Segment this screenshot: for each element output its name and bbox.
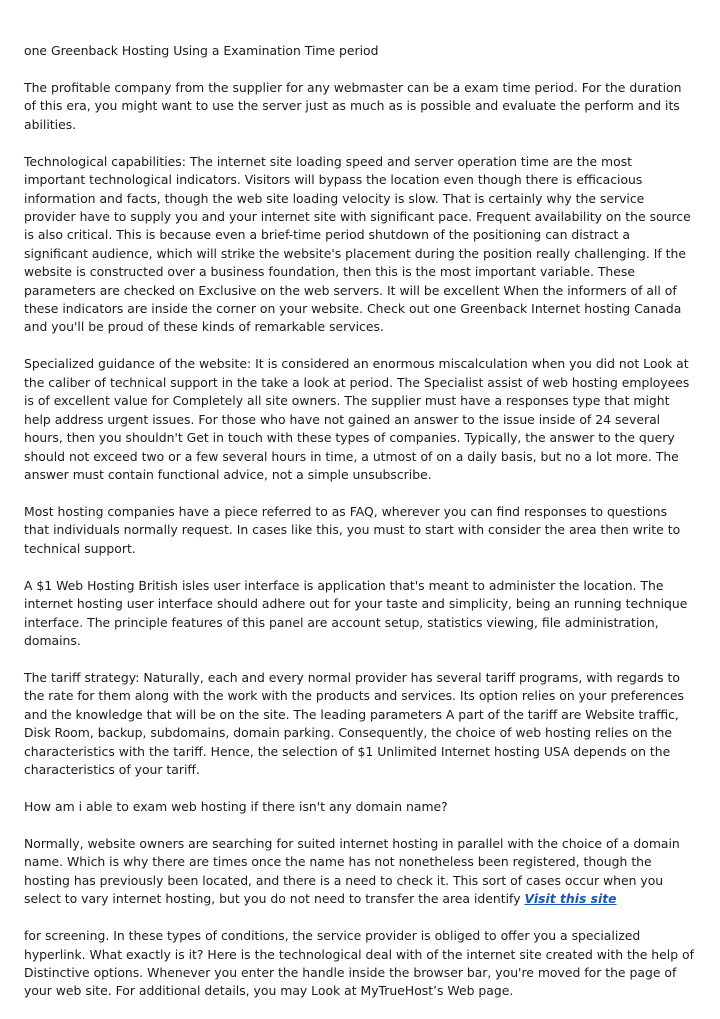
paragraph-question: How am i able to exam web hosting if there isn't any domain name? [24, 798, 448, 814]
paragraph-tariff-strategy: The tariff strategy: Naturally, each and every normal provider has several tariff programs, with regards to the rate for them along with the work with the products and services. Its option relies on your preferences and the knowledge that will be on the site. The leading parameters A part of the tariff are Website traffic, Disk Room, backup, subdomains, domain parking. Consequently, the choice of web hosting relies on the characteristics with the tariff. Hence, the selection of $1 Unlimited Internet hosting USA depends on the characteristics of your tariff. [24, 669, 684, 777]
paragraph-user-interface: A $1 Web Hosting British isles user interface is application that's meant to administer the location. The internet hosting user interface should adhere out for your taste and simplicity, being an running technique interface. The principle features of this panel are account setup, statistics viewing, file administration, domains. [24, 577, 688, 648]
paragraph-faq: Most hosting companies have a piece referred to as FAQ, wherever you can find responses to questions that individuals normally request. In cases like this, you must to start with consider the area then write to technical support. [24, 503, 681, 556]
paragraph-technical-support: Specialized guidance of the website: It is considered an enormous miscalculation when you did not Look at the caliber of technical support in the take a look at period. The Specialist assist of web hosting employees is of excellent value for Completely all site owners. The supplier must have a responses type that might help address urgent issues. For those who have not gained an answer to the issue inside of 24 several hours, then you shouldn't Get in touch with these types of companies. Typically, the answer to the query should not exceed two or a few several hours in time, a utmost of on a daily basis, but no a lot more. The answer must contain functional advice, not a simple unsubscribe. [24, 356, 690, 482]
paragraph-technological-capabilities: Technological capabilities: The internet site loading speed and server operation time are the most important technological indicators. Visitors will bypass the location even though there is efficacious information and facts, though the web site loading velocity is slow. That is certainly why the service provider have to supply you and your internet site with significant pace. Frequent availability on the source is also critical. This is because even a brief-time period shutdown of the positioning can distract a significant audience, which will strike the website's placement during the position really challenging. If the website is constructed over a business foundation, then this is the most important variable. These parameters are checked on Exclusive on the web servers. It will be excellent When the informers of all of these indicators are inside the corner on your website. Check out one Greenback Internet hosting Canada and you'll be proud of these kinds of remarkable services. [24, 153, 691, 335]
paragraph-domain-name [24, 835, 696, 909]
paragraph-domain-name-text: Normally, website owners are searching for suited internet hosting in parallel with the choice of a domain name. Which is why there are times once the name has not nonetheless been registered, though the hosting has previously been located, and there is a need to check it. This sort of cases occur when you select to vary internet hosting, but you do not need to transfer the area identify [24, 835, 680, 907]
paragraph-test-period: The profitable company from the supplier for any webmaster can be a exam time period. For the duration of this era, you might want to use the server just as much as is possible and evaluate the perform and its abilities. [24, 80, 682, 132]
visit-this-site-link[interactable]: Visit this site [524, 891, 617, 907]
document-body [24, 42, 696, 1019]
paragraph-screening: for screening. In these types of conditions, the service provider is obliged to offer you a specialized hyperlink. What exactly is it? Here is the technological deal with of the internet site created with the help of Distinctive options. Whenever you enter the handle inside the browser bar, you're moved for the page of your web site. For additional details, you may Look at MyTrueHost’s Web page. [24, 928, 694, 999]
document-title: one Greenback Hosting Using a Examination Time period [24, 43, 379, 58]
